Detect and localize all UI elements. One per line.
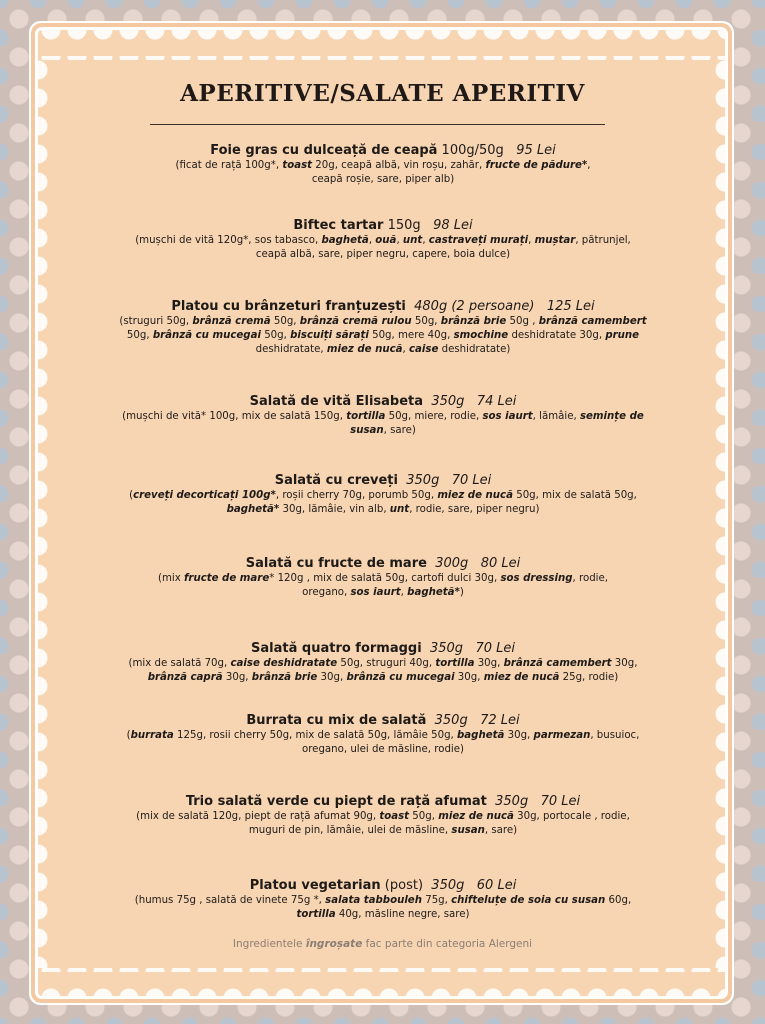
allergen-ingredient: baghetă bbox=[457, 730, 505, 741]
menu-item-price: 60 Lei bbox=[476, 878, 517, 893]
menu-item-price: 70 Lei bbox=[475, 641, 515, 656]
allergen-note-pre: Ingredientele bbox=[232, 938, 306, 950]
allergen-ingredient: caise bbox=[409, 344, 439, 355]
ingredient-text: deshidratate) bbox=[438, 344, 511, 355]
ingredient-text: , busuioc, bbox=[590, 730, 640, 741]
menu-item bbox=[58, 877, 708, 922]
allergen-ingredient: toast bbox=[282, 160, 313, 171]
ingredient-text: * 120g , mix de salată 50g, cartofi dulci 30g, bbox=[269, 573, 501, 584]
ingredient-text: 50g, mere 40g, bbox=[368, 330, 454, 341]
menu-item-name: Salată quatro formaggi bbox=[251, 641, 422, 656]
ingredient-text: , bbox=[528, 235, 535, 246]
ingredient-text: 50g, bbox=[409, 811, 439, 822]
allergen-ingredient: fructe de mare bbox=[183, 573, 270, 584]
menu-item-name: Salată cu fructe de mare bbox=[245, 556, 427, 571]
ingredient-text: 50g , bbox=[506, 316, 539, 327]
menu-item-description bbox=[58, 489, 708, 517]
allergen-ingredient: semințe de bbox=[579, 411, 644, 422]
menu-item-heading bbox=[58, 217, 708, 234]
menu-item-heading bbox=[58, 712, 708, 729]
menu-item bbox=[58, 142, 708, 187]
allergen-ingredient: toast bbox=[379, 811, 410, 822]
menu-item-price: 98 Lei bbox=[433, 218, 473, 233]
allergen-ingredient: sos iaurt bbox=[350, 587, 401, 598]
menu-item bbox=[58, 393, 708, 438]
menu-item bbox=[58, 793, 708, 838]
menu-item-price: 70 Lei bbox=[451, 473, 492, 488]
ingredient-text: 30g, bbox=[317, 672, 347, 683]
ingredient-text: ceapă roșie, sare, piper alb) bbox=[311, 174, 455, 185]
ingredient-text: oregano, ulei de măsline, rodie) bbox=[301, 744, 464, 755]
ingredient-text: 50g, struguri 40g, bbox=[337, 658, 436, 669]
ingredient-text: deshidratate, bbox=[255, 344, 327, 355]
menu-item-heading bbox=[58, 393, 708, 410]
allergen-ingredient: miez de nucă bbox=[438, 811, 514, 822]
ingredient-text: ) bbox=[459, 587, 464, 598]
page-title: APERITIVE/SALATE APERITIV bbox=[180, 80, 585, 107]
allergen-ingredient: baghetă* bbox=[226, 504, 280, 515]
menu-item bbox=[58, 640, 708, 685]
allergen-ingredient: chifteluțe de soia cu susan bbox=[451, 895, 606, 906]
ingredient-text: 50g, mix de salată 50g, bbox=[512, 490, 637, 501]
menu-item-name: Platou cu brânzeturi franțuzești bbox=[171, 299, 406, 314]
allergen-ingredient: biscuiți sărați bbox=[290, 330, 369, 341]
ingredient-text: oregano, bbox=[302, 587, 351, 598]
ingredient-text: , bbox=[402, 344, 409, 355]
allergen-ingredient: brânză cremă bbox=[192, 316, 271, 327]
menu-item bbox=[58, 217, 708, 262]
ingredient-text: (mușchi de vită 120g*, sos tabasco, bbox=[135, 235, 322, 246]
ingredient-text: 30g, portocale , rodie, bbox=[513, 811, 630, 822]
ingredient-text: , bbox=[400, 587, 408, 598]
ingredient-text: 20g, ceapă albă, vin roșu, zahăr, bbox=[312, 160, 486, 171]
allergen-ingredient: brânză cu mucegai bbox=[152, 330, 261, 341]
menu-item-weight-detail: 350g bbox=[431, 878, 465, 893]
allergen-ingredient: brânză cremă rulou bbox=[299, 316, 412, 327]
allergen-ingredient: caise deshidratate bbox=[230, 658, 338, 669]
menu-item-weight: (post) bbox=[380, 878, 424, 893]
allergen-ingredient: sos dressing bbox=[500, 573, 573, 584]
ingredient-text: 50g, bbox=[260, 330, 291, 341]
menu-item-weight: 100g/50g bbox=[437, 143, 504, 158]
menu-item bbox=[58, 555, 708, 600]
title-divider bbox=[150, 124, 605, 125]
allergen-ingredient: brânză camembert bbox=[503, 658, 612, 669]
ingredient-text: deshidratate 30g, bbox=[508, 330, 606, 341]
menu-item-heading bbox=[58, 877, 708, 894]
ingredient-text: 30g, bbox=[474, 658, 504, 669]
menu-item-weight-detail: 350g bbox=[429, 641, 464, 656]
ingredient-text: , sare) bbox=[484, 825, 518, 836]
ingredient-text: (mix bbox=[157, 573, 184, 584]
ingredient-text: 30g, bbox=[222, 672, 252, 683]
allergen-ingredient: miez de nucă bbox=[483, 672, 560, 683]
menu-item-name: Trio salată verde cu piept de rață afumat bbox=[185, 794, 487, 809]
ingredient-text: 60g, bbox=[605, 895, 632, 906]
allergen-ingredient: brânză capră bbox=[147, 672, 223, 683]
ingredient-text: , bbox=[368, 235, 376, 246]
ingredient-text: , bbox=[396, 235, 403, 246]
menu-item-description bbox=[58, 159, 708, 187]
menu-item-weight-detail: 480g (2 persoane) bbox=[414, 299, 535, 314]
ingredient-text: , pătrunjel, bbox=[575, 235, 631, 246]
allergen-ingredient: ouă bbox=[375, 235, 397, 246]
allergen-ingredient: susan bbox=[350, 425, 384, 436]
ingredient-text: , rodie, sare, piper negru) bbox=[409, 504, 540, 515]
allergen-ingredient: miez de nucă bbox=[437, 490, 513, 501]
ingredient-text: 50g, miere, rodie, bbox=[385, 411, 483, 422]
ingredient-text: ( bbox=[129, 490, 134, 501]
allergen-ingredient: burrata bbox=[130, 730, 174, 741]
ingredient-text: , sare) bbox=[383, 425, 416, 436]
ingredient-text: , bbox=[422, 235, 429, 246]
menu-item-price: 72 Lei bbox=[480, 713, 520, 728]
ingredient-text: (mix de salată 70g, bbox=[128, 658, 231, 669]
menu-item-description bbox=[58, 810, 708, 838]
allergen-ingredient: sos iaurt bbox=[482, 411, 533, 422]
ingredient-text: (mix de salată 120g, piept de rață afumat 90g, bbox=[136, 811, 380, 822]
ingredient-text: 50g, bbox=[126, 330, 153, 341]
menu-item-price: 74 Lei bbox=[476, 394, 517, 409]
menu-item-weight-detail: 350g bbox=[431, 394, 465, 409]
ingredient-text: (struguri 50g, bbox=[119, 316, 193, 327]
ingredient-text: , bbox=[587, 160, 591, 171]
menu-item-heading bbox=[58, 298, 708, 315]
decorative-border-top bbox=[38, 30, 725, 60]
menu-item-description bbox=[58, 234, 708, 262]
menu-item-heading bbox=[58, 640, 708, 657]
ingredient-text: 125g, rosii cherry 50g, mix de salată 50g, lămâie 50g, bbox=[173, 730, 458, 741]
allergen-note-post: fac parte din categoria Alergeni bbox=[362, 938, 533, 950]
allergen-ingredient: brânză brie bbox=[440, 316, 507, 327]
allergen-ingredient: brânză brie bbox=[251, 672, 318, 683]
allergen-ingredient: tortilla bbox=[346, 411, 386, 422]
allergen-ingredient: fructe de pădure* bbox=[485, 160, 588, 171]
ingredient-text: (ficat de rață 100g*, bbox=[175, 160, 283, 171]
allergen-ingredient: brânză cu mucegai bbox=[346, 672, 455, 683]
menu-item bbox=[58, 472, 708, 517]
menu-item-description bbox=[58, 894, 708, 922]
ingredient-text: 75g, bbox=[421, 895, 452, 906]
menu-item-weight-detail: 350g bbox=[434, 713, 468, 728]
ingredient-text: 30g, lămâie, vin alb, bbox=[279, 504, 390, 515]
ingredient-text: ceapă albă, sare, piper negru, capere, boia dulce) bbox=[255, 249, 511, 260]
allergen-ingredient: creveți decorticați 100g* bbox=[133, 490, 276, 501]
ingredient-text: ( bbox=[126, 730, 131, 741]
menu-item-price: 95 Lei bbox=[516, 143, 556, 158]
menu-item-heading bbox=[58, 793, 708, 810]
menu-item bbox=[58, 712, 708, 757]
allergen-ingredient: parmezan bbox=[533, 730, 591, 741]
menu-item-heading bbox=[58, 472, 708, 489]
menu-item-weight: 150g bbox=[383, 218, 421, 233]
menu-item-price: 80 Lei bbox=[480, 556, 521, 571]
menu-item-heading bbox=[58, 142, 708, 159]
allergen-ingredient: susan bbox=[451, 825, 485, 836]
allergen-ingredient: brânză camembert bbox=[538, 316, 647, 327]
menu-item bbox=[58, 298, 708, 357]
ingredient-text: 30g, bbox=[504, 730, 534, 741]
ingredient-text: , lămâie, bbox=[532, 411, 580, 422]
ingredient-text: (mușchi de vită* 100g, mix de salată 150g, bbox=[122, 411, 347, 422]
allergen-ingredient: tortilla bbox=[435, 658, 475, 669]
menu-item-name: Biftec tartar bbox=[293, 218, 384, 233]
menu-item-weight-detail: 350g bbox=[406, 473, 440, 488]
allergen-ingredient: baghetă* bbox=[407, 587, 460, 598]
allergen-note-bold: îngroșate bbox=[305, 938, 363, 950]
ingredient-text: 30g, bbox=[454, 672, 484, 683]
allergen-ingredient: unt bbox=[402, 235, 423, 246]
menu-item-heading bbox=[58, 555, 708, 572]
ingredient-text: , rodie, bbox=[572, 573, 609, 584]
menu-item-price: 125 Lei bbox=[546, 299, 595, 314]
menu-item-weight-detail: 350g bbox=[495, 794, 529, 809]
ingredient-text: , roșii cherry 70g, porumb 50g, bbox=[275, 490, 438, 501]
menu-item-name: Salată de vită Elisabeta bbox=[249, 394, 424, 409]
allergen-note bbox=[0, 938, 765, 950]
allergen-ingredient: unt bbox=[389, 504, 410, 515]
allergen-ingredient: miez de nucă bbox=[326, 344, 403, 355]
ingredient-text: 30g, bbox=[611, 658, 638, 669]
menu-item-weight-detail: 300g bbox=[435, 556, 469, 571]
decorative-border-bottom bbox=[38, 968, 725, 998]
ingredient-text: 40g, măsline negre, sare) bbox=[335, 909, 470, 920]
allergen-ingredient: prune bbox=[605, 330, 640, 341]
ingredient-text: muguri de pin, lămâie, ulei de măsline, bbox=[248, 825, 452, 836]
allergen-ingredient: muștar bbox=[534, 235, 576, 246]
ingredient-text: 50g, bbox=[411, 316, 441, 327]
ingredient-text: 50g, bbox=[270, 316, 300, 327]
menu-item-description bbox=[58, 315, 708, 357]
menu-item-name: Platou vegetarian bbox=[249, 878, 381, 893]
menu-item-description bbox=[58, 729, 708, 757]
menu-item-description bbox=[58, 410, 708, 438]
allergen-ingredient: baghetă bbox=[321, 235, 369, 246]
menu-item-description bbox=[58, 657, 708, 685]
ingredient-text: (humus 75g , salată de vinete 75g *, bbox=[134, 895, 326, 906]
allergen-ingredient: smochine bbox=[453, 330, 509, 341]
menu-item-name: Salată cu creveți bbox=[274, 473, 398, 488]
menu-item-name: Foie gras cu dulceață de ceapă bbox=[210, 143, 438, 158]
allergen-ingredient: tortilla bbox=[296, 909, 336, 920]
menu-item-name: Burrata cu mix de salată bbox=[246, 713, 427, 728]
menu-item-description bbox=[58, 572, 708, 600]
allergen-ingredient: salata tabbouleh bbox=[325, 895, 422, 906]
allergen-ingredient: castraveți murați bbox=[428, 235, 529, 246]
menu-item-price: 70 Lei bbox=[540, 794, 581, 809]
ingredient-text: 25g, rodie) bbox=[559, 672, 619, 683]
